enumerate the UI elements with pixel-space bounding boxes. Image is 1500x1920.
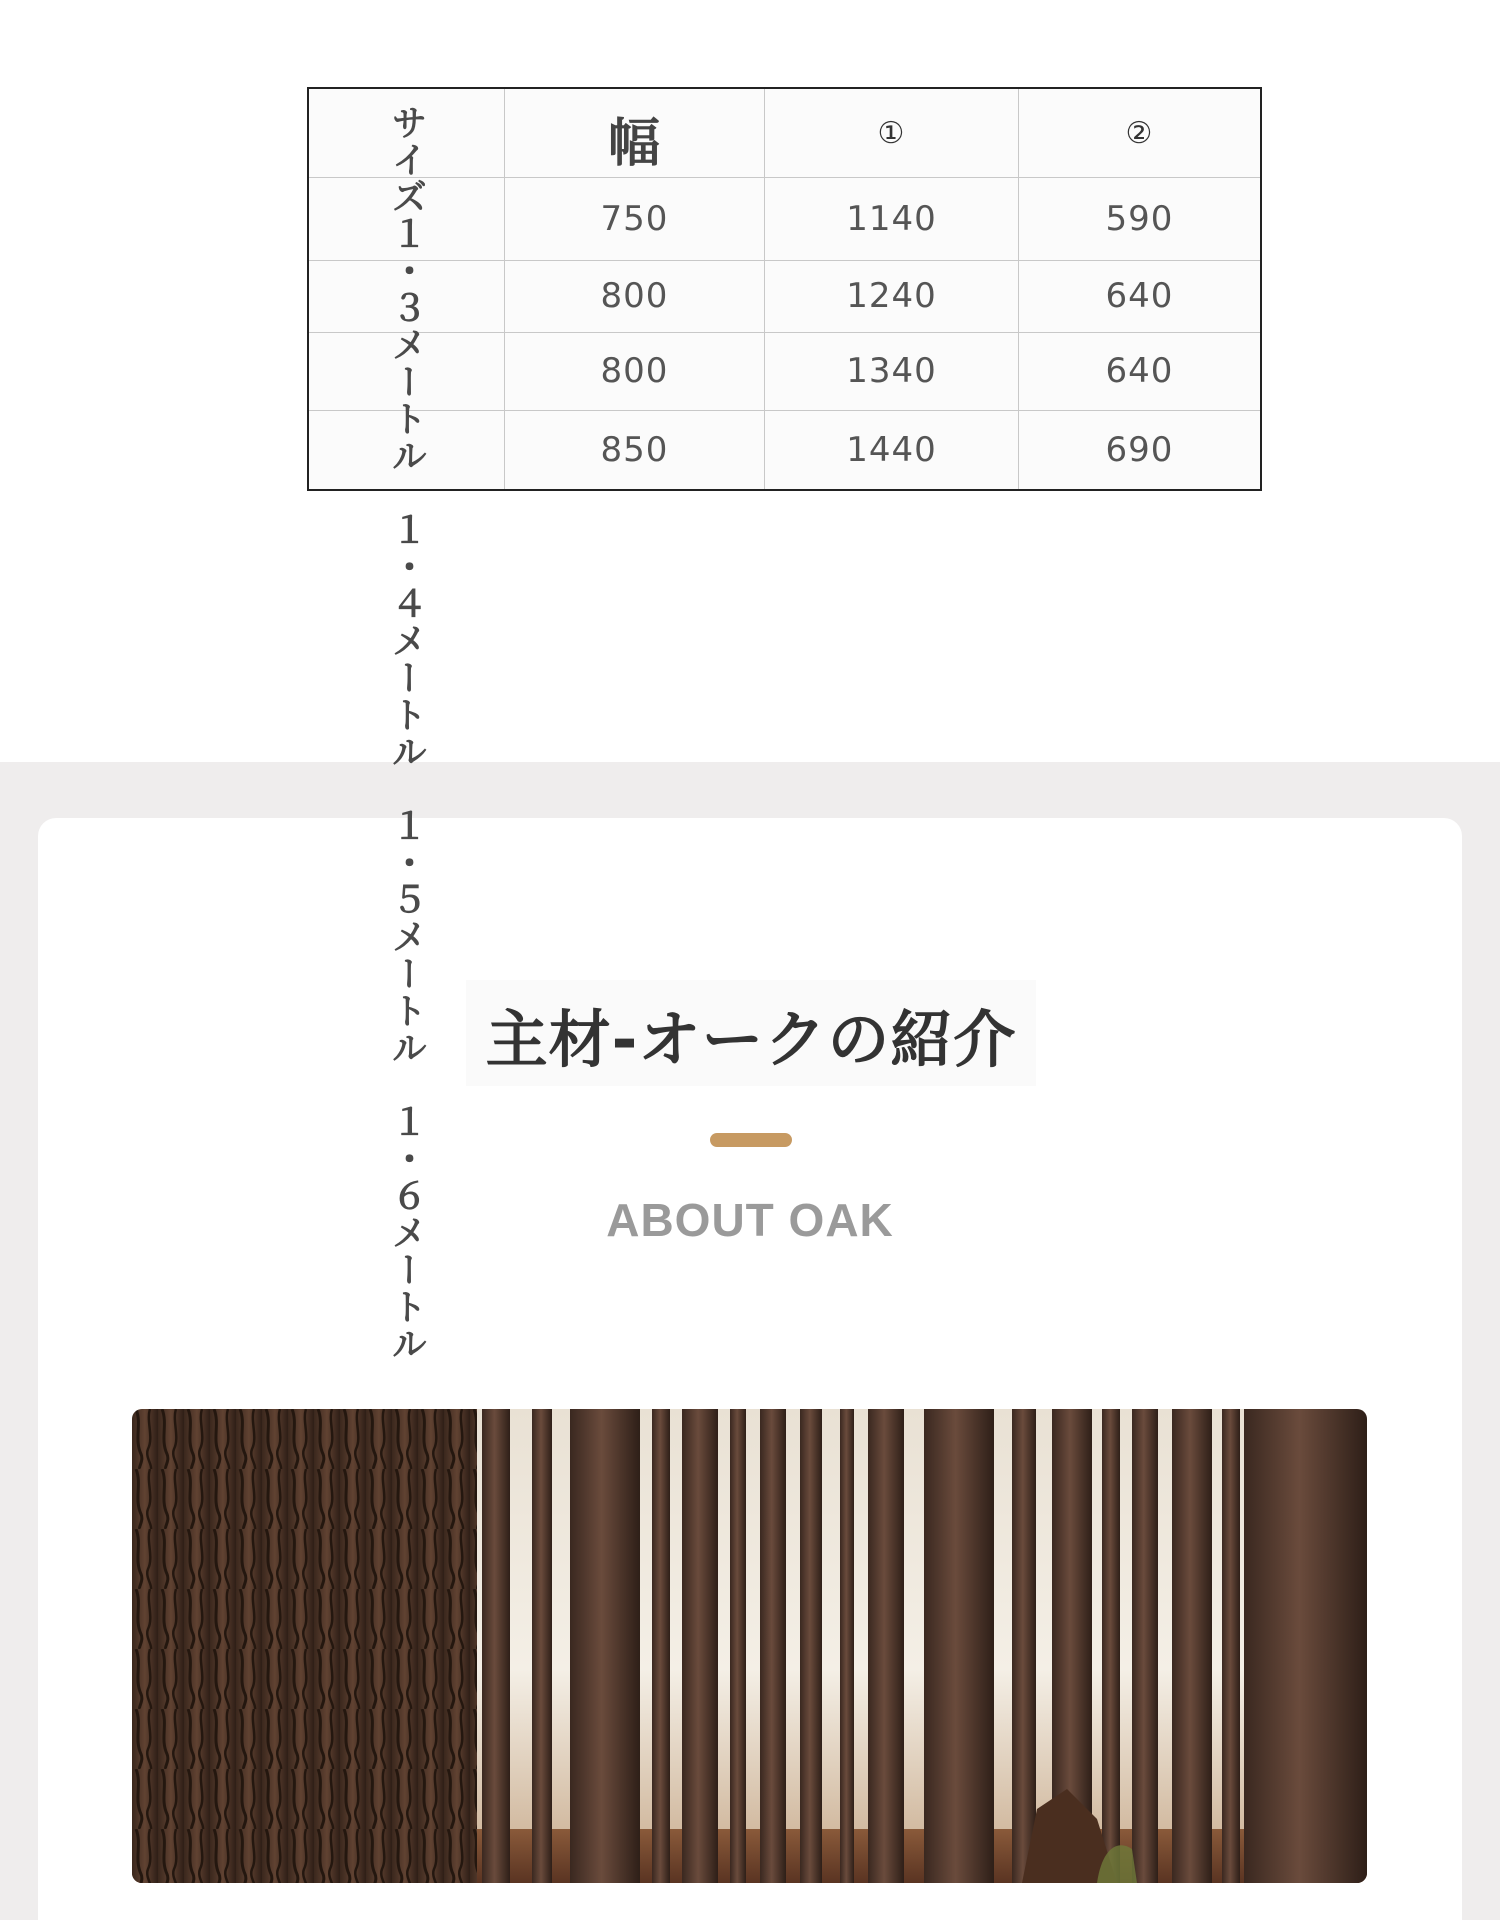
accent-divider: [710, 1133, 792, 1147]
table-row: [309, 177, 1260, 261]
dimension-2-cell: 640: [1105, 276, 1174, 316]
header-dimension-1: ①: [765, 89, 1019, 177]
section-subtitle: ABOUT OAK: [606, 1194, 894, 1246]
size-labels-vertical: サイズ１・３メートル １・４メートル １・５メートル １・６メートル: [386, 104, 427, 1362]
table-row: [309, 260, 1260, 333]
header-dimension-2: ②: [1125, 115, 1154, 151]
header-width: 幅: [505, 89, 765, 177]
dimension-2-cell: 640: [1105, 351, 1174, 391]
dimension-1-cell: 1240: [765, 260, 1019, 332]
forest-photo: [132, 1409, 1367, 1883]
width-cell: 850: [505, 410, 765, 489]
dimension-2-cell: 690: [1105, 429, 1174, 470]
size-table: [307, 87, 1262, 491]
section-title: 主材-オークの紹介: [485, 1003, 1017, 1076]
table-header-row: [309, 89, 1260, 178]
table-row: [309, 332, 1260, 411]
width-cell: 800: [505, 332, 765, 410]
dimension-1-cell: 1340: [765, 332, 1019, 410]
dimension-1-cell: 1440: [765, 410, 1019, 489]
table-row: [309, 410, 1260, 489]
dimension-2-cell: 590: [1105, 198, 1174, 239]
width-cell: 750: [505, 177, 765, 260]
width-cell: 800: [505, 260, 765, 332]
dimension-1-cell: 1140: [765, 177, 1019, 260]
